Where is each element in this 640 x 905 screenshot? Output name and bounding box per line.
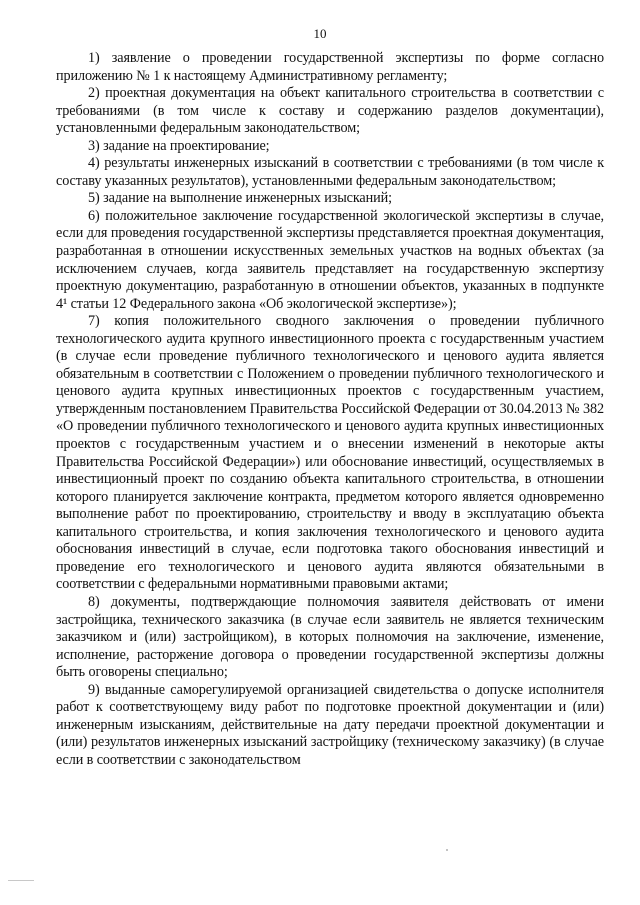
list-item-6: 6) положительное заключение государственной экологической экспертизы в случае, если для проведения государственной экспертизы представляется проектная документация, разработанная в отношении искусственных земельных участков на водных объектах (за исключением случаев, когда заявитель представляет на государственную экспертизу проектную документацию, разработанную в отношении объектов, указанных в подпункте 4¹ статьи 12 Федерального закона «Об экологической экспертизе»); bbox=[56, 207, 604, 312]
list-item-2: 2) проектная документация на объект капитального строительства в соответствии с требованиями (в том числе к составу и содержанию разделов документации), установленными федеральным законодательством; bbox=[56, 85, 604, 137]
list-item-5: 5) задание на выполнение инженерных изысканий; bbox=[88, 190, 392, 207]
list-item-4: 4) результаты инженерных изысканий в соответствии с требованиями (в том числе к составу указанных результатов), установленными федеральным законодательством; bbox=[56, 155, 604, 189]
page-number: 10 bbox=[313, 26, 327, 41]
list-item-3: 3) задание на проектирование; bbox=[88, 137, 270, 154]
document-body bbox=[56, 50, 604, 769]
list-item-8: 8) документы, подтверждающие полномочия заявителя действовать от имени застройщика, технического заказчика (в случае если заявитель не является техническим заказчиком и (или) застройщиком), в которых полномочия на заключение, изменение, исполнение, расторжение договора о проведении государственной экспертизы должны быть оговорены специально; bbox=[56, 593, 604, 681]
list-item-1: 1) заявление о проведении государственной экспертизы по форме согласно приложению № 1 к настоящему Административному регламенту; bbox=[56, 50, 604, 84]
list-item-9: 9) выданные саморегулируемой организацией свидетельства о допуске исполнителя работ к соответствующему виду работ по подготовке проектной документации и (или) инженерным изысканиям, действительные на дату передачи проектной документации и (или) результатов инженерных изысканий застройщику (техническому заказчику) (в случае если в соответствии с законодательством bbox=[56, 681, 604, 768]
list-item-7: 7) копия положительного сводного заключения о проведении публичного технологического аудита крупного инвестиционного проекта с государственным участием (в случае если проведение публичного технологического и ценового аудита является обязательным в соответствии с Положением о проведении публичного технологического и ценового аудита крупных инвестиционных проектов с государственным участием, утвержденным постановлением Правительства Российской Федерации от 30.04.2013 № 382 «О проведении публичного технологического и ценового аудита крупных инвестиционных проектов с государственным участием и о внесении изменений в некоторые акты Правительства Российской Федерации») или обоснование инвестиций, осуществляемых в инвестиционный проект по созданию объекта капитального строительства, в отношении которого планируется заключение контракта, предметом которого является одновременно выполнение работ по проектированию, строительству и вводу в эксплуатацию объекта капитального строительства, и копия заключения технологического и ценового аудита обоснования инвестиций в случае, если подготовка такого обоснования инвестиций и проведение его технологического и ценового аудита являются обязательными в соответствии с федеральными нормативными правовыми актами; bbox=[56, 313, 604, 593]
scan-speck bbox=[446, 849, 448, 851]
scan-corner-mark bbox=[8, 880, 34, 881]
